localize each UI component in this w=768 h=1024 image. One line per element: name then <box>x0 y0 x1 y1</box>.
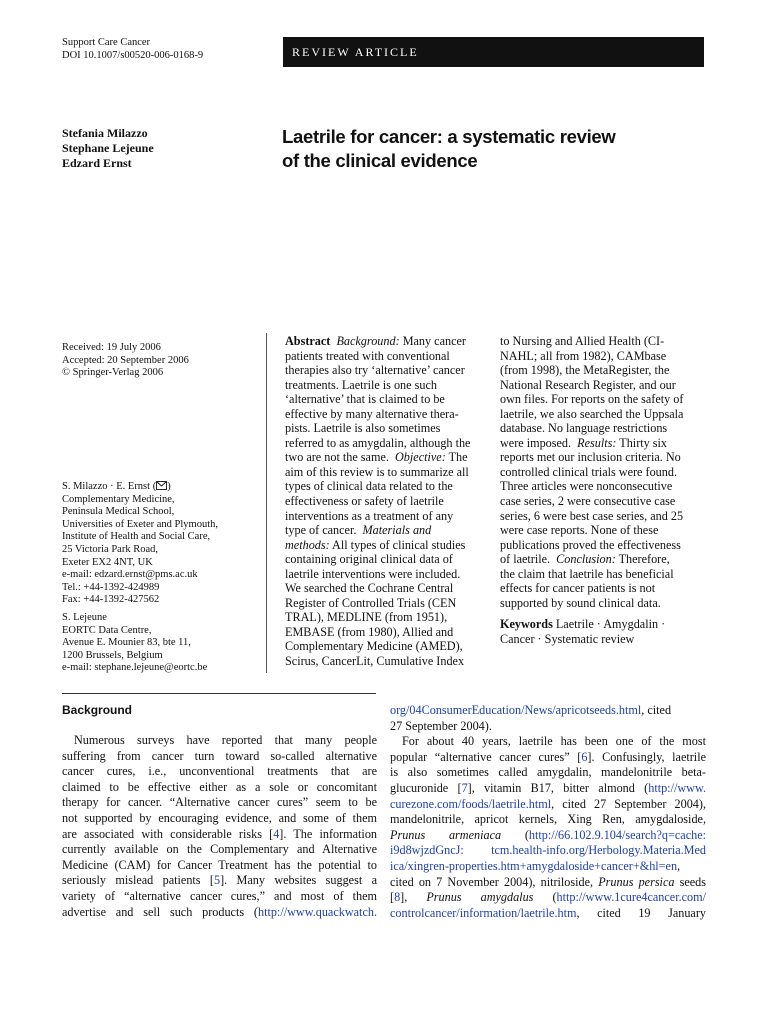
abstract-line <box>285 334 470 349</box>
article-type: REVIEW ARTICLE <box>292 45 419 59</box>
affiliation-line: Institute of Health and Social Care, <box>62 531 211 543</box>
body-line <box>390 781 706 797</box>
body-line: suffering from cancer turn toward so-called alternative <box>62 748 377 763</box>
text: Thirty six <box>616 435 667 450</box>
text: Laetrile · Amygdalin · <box>552 617 666 632</box>
url-link[interactable]: http://www.1cure4cancer.com/ <box>556 890 706 905</box>
text: popular “alternative cancer cures” [ <box>390 749 582 764</box>
title-line: Laetrile for cancer: a systematic review <box>282 126 616 147</box>
abstract-line: effective by many alternative thera- <box>285 406 459 421</box>
body-line <box>390 828 706 844</box>
text: , cited <box>641 703 672 717</box>
journal-header <box>62 36 203 62</box>
url-link[interactable]: controlcancer/information/laetrile.htm <box>390 905 577 920</box>
article-type-banner <box>283 37 704 67</box>
section-label: Background: <box>336 334 400 348</box>
affiliation-lejeune <box>62 612 207 675</box>
abstract-line: NAHL; all from 1982), CAMbase <box>500 348 667 363</box>
abstract-line: reports met our inclusion criteria. No <box>500 450 681 465</box>
citation-link[interactable]: 5 <box>213 873 221 888</box>
abstract-line <box>500 552 683 567</box>
body-line: is also sometimes called amygdalin, mandelonitrile beta- <box>390 765 706 780</box>
text: ], vitamin B17, bitter almond ( <box>467 780 649 795</box>
abstract-line: pists. Laetrile is also sometimes <box>285 421 441 436</box>
url-link[interactable]: ica/xingren-properties.htm+amygdaloside+cancer+&hl=en <box>390 858 678 873</box>
abstract-line: aim of this review is to summarize all <box>285 464 469 479</box>
text: of laetrile. <box>500 552 551 567</box>
abstract-line: (from 1998), the MetaRegister, the <box>500 363 670 378</box>
abstract-line: laetrile interventions were included. <box>285 566 461 581</box>
author: Edzard Ernst <box>62 156 132 170</box>
keywords-line: Cancer · Systematic review <box>500 631 635 646</box>
abstract-line: database. No language restrictions <box>500 421 668 436</box>
email-line[interactable]: e-mail: edzard.ernst@pms.ac.uk <box>62 569 198 581</box>
text: ]. Confusingly, laetrile <box>587 749 706 764</box>
affiliation-line: EORTC Data Centre, <box>62 624 152 636</box>
abstract-line: were case reports. None of these <box>500 523 659 538</box>
column-divider <box>266 333 267 673</box>
author-list <box>62 126 154 171</box>
fax-line: Fax: +44-1392-427562 <box>62 594 160 606</box>
url-link[interactable]: org/04ConsumerEducation/News/apricotseeds.html <box>390 703 642 717</box>
abstract-line: own files. For reports on the safety of <box>500 392 684 407</box>
abstract-line: series, 6 were best case series, and 25 <box>500 508 684 523</box>
affiliation-line: Universities of Exeter and Plymouth, <box>62 518 219 530</box>
affiliation-line: 25 Victoria Park Road, <box>62 543 158 555</box>
doi: DOI 10.1007/s00520-006-0168-9 <box>62 50 204 61</box>
text: seeds <box>674 874 706 889</box>
text: cited on 7 November 2004), nitriloside, <box>390 874 599 889</box>
abstract-line: We searched the Cochrane Central <box>285 581 454 596</box>
abstract-line: supported by sound clinical data. <box>500 595 661 610</box>
text: ]. Many websites suggest a <box>220 873 377 888</box>
url-link[interactable]: http://www. <box>648 780 706 795</box>
citation-link[interactable]: 8 <box>394 890 401 905</box>
body-line: not supported by encouraging evidence, and some of them <box>62 810 377 825</box>
keywords-label: Keywords <box>500 617 553 632</box>
affiliation-line: Avenue E. Mounier 83, bte 11, <box>62 637 191 649</box>
email-line[interactable]: e-mail: stephane.lejeune@eortc.be <box>62 662 208 674</box>
abstract-line: National Research Register, and our <box>500 377 676 392</box>
text: were imposed. <box>500 435 572 450</box>
body-column-1 <box>62 733 377 920</box>
abstract-label: Abstract <box>285 334 331 348</box>
abstract-line: containing original clinical data of <box>285 552 453 567</box>
affiliation-line: S. Lejeune <box>62 612 107 623</box>
body-column-2 <box>390 703 706 921</box>
url-link[interactable]: http://66.102.9.104/search?q=cache: <box>528 827 706 842</box>
body-line: Medicine (CAM) for Cancer Treatment has the potential to <box>62 857 377 872</box>
title-line: of the clinical evidence <box>282 150 478 171</box>
abstract-line: EMBASE (from 1980), Allied and <box>285 624 454 639</box>
envelope-icon <box>156 481 167 490</box>
section-label: methods: <box>285 537 330 552</box>
text: two are not the same. <box>285 450 389 465</box>
abstract-line: referred to as amygdalin, although the <box>285 435 471 450</box>
body-line: cancer cures, i.e., unconventional treatments that are <box>62 764 377 779</box>
text: Many cancer <box>399 334 466 348</box>
abstract-line: Three articles were nonconsecutive <box>500 479 673 494</box>
text: glucuronide [ <box>390 780 462 795</box>
body-line: currently available on the Complementary and Alternative <box>62 842 377 857</box>
body-line: mandelonitrile, apricot kernels, Xing Ren, amygdaloside, <box>390 812 706 827</box>
affiliation-line: Peninsula Medical School, <box>62 506 175 518</box>
abstract-line <box>285 450 470 465</box>
text: , <box>677 858 681 873</box>
author: Stephane Lejeune <box>62 141 154 155</box>
abstract-line: interventions as a treatment of any <box>285 508 454 523</box>
tel-line: Tel.: +44-1392-424989 <box>62 581 160 593</box>
text: , cited 19 January <box>576 905 706 920</box>
abstract-line <box>285 523 470 538</box>
body-line <box>390 859 706 875</box>
abstract-line: the claim that laetrile has beneficial <box>500 566 674 581</box>
abstract-line: therapies also try ‘alternative’ cancer <box>285 363 465 378</box>
abstract-line: ‘alternative’ that is claimed to be <box>285 392 445 407</box>
section-label: Materials and <box>362 523 432 538</box>
text: Therefore, <box>615 552 670 567</box>
text: are associated with considerable risks [ <box>62 826 274 841</box>
keywords-line <box>500 617 683 632</box>
section-rule <box>62 693 376 694</box>
affiliation-milazzo-ernst <box>62 481 218 607</box>
species-name: Prunus amygdalus <box>426 890 534 905</box>
article-title <box>282 125 702 173</box>
url-link[interactable]: i9d8wjzdGncJ: tcm.health-info.org/Herbology.Materia.Med <box>390 843 706 858</box>
copyright: © Springer-Verlag 2006 <box>62 367 164 379</box>
abstract-line: patients treated with conventional <box>285 348 450 363</box>
text: ]. The information <box>279 826 378 841</box>
text: type of cancer. <box>285 523 357 538</box>
body-line: variety of “alternative cancer cures,” and most of them <box>62 888 377 903</box>
abstract-column-1 <box>285 334 470 669</box>
received-date: Received: 19 July 2006 <box>62 342 161 353</box>
abstract-line: TRAL), MEDLINE (from 1951), <box>285 610 448 625</box>
body-line <box>390 843 706 859</box>
received-dates <box>62 342 189 380</box>
abstract-line: laetrile, we also searched the Uppsala <box>500 406 684 421</box>
affiliation-line: Exeter EX2 4NT, UK <box>62 556 153 568</box>
abstract-column-2 <box>500 334 683 646</box>
abstract-line: types of clinical data related to the <box>285 479 453 494</box>
section-label: Objective: <box>395 450 446 465</box>
abstract-line: Register of Controlled Trials (CEN <box>285 595 457 610</box>
url-link[interactable]: curezone.com/foods/laetrile.html <box>390 796 552 811</box>
keywords <box>500 617 683 646</box>
accepted-date: Accepted: 20 September 2006 <box>62 354 189 366</box>
author: Stefania Milazzo <box>62 126 148 140</box>
body-line <box>390 703 706 719</box>
text: advertise and sell such products ( <box>62 904 258 919</box>
body-line: 27 September 2004). <box>390 718 492 733</box>
section-label: Results: <box>577 435 617 450</box>
citation-link[interactable]: 4 <box>273 826 280 841</box>
section-label: Conclusion: <box>556 552 616 567</box>
abstract-line: effectiveness or safety of laetrile <box>285 494 444 509</box>
section-heading: Background <box>62 703 133 717</box>
text: The <box>445 450 468 465</box>
abstract-line <box>500 436 683 451</box>
body-line <box>390 906 706 922</box>
abstract-line: Complementary Medicine (AMED), <box>285 639 463 654</box>
body-line: therapy for cancer. “Alternative cancer cures” seem to be <box>62 795 377 810</box>
journal-name: Support Care Cancer <box>62 37 151 48</box>
body-line: claimed to be effective either as a sole or concomitant <box>62 779 377 794</box>
species-name: Prunus armeniaca <box>390 827 502 842</box>
body-line <box>62 905 377 921</box>
abstract-line: to Nursing and Allied Health (CI- <box>500 334 665 348</box>
text: , cited 27 September 2004), <box>551 796 706 811</box>
abstract-line: publications proved the effectiveness <box>500 537 681 552</box>
citation-link[interactable]: 7 <box>461 780 468 795</box>
body-line: Numerous surveys have reported that many people <box>74 733 377 747</box>
abstract-line: effects for cancer patients is not <box>500 581 656 596</box>
text: seriously mislead patients [ <box>62 873 214 888</box>
body-line <box>390 875 706 891</box>
abstract-line <box>285 538 470 553</box>
body-line <box>62 827 377 843</box>
abstract-line: Scirus, CancerLit, Cumulative Index <box>285 654 465 669</box>
affiliation-line: Complementary Medicine, <box>62 493 175 505</box>
text: ], <box>400 890 427 905</box>
text: [ <box>390 890 395 905</box>
corresponding-authors: S. Milazzo · E. Ernst ( ) <box>62 481 171 492</box>
body-line <box>390 890 706 906</box>
abstract-line: treatments. Laetrile is one such <box>285 377 437 392</box>
body-line <box>390 797 706 813</box>
abstract-line: controlled clinical trials were found. <box>500 464 677 479</box>
url-link[interactable]: http://www.quackwatch. <box>257 904 377 919</box>
species-name: Prunus persica <box>598 874 675 889</box>
body-line: For about 40 years, laetrile has been one of the most <box>402 734 706 749</box>
text: ( <box>533 890 557 905</box>
body-line <box>62 873 377 889</box>
body-line <box>390 750 706 766</box>
citation-link[interactable]: 6 <box>581 749 588 764</box>
affiliation-line: 1200 Brussels, Belgium <box>62 649 163 661</box>
abstract-line: case series, 2 were consecutive case <box>500 494 676 509</box>
text: ( <box>501 827 529 842</box>
text: All types of clinical studies <box>329 537 466 552</box>
